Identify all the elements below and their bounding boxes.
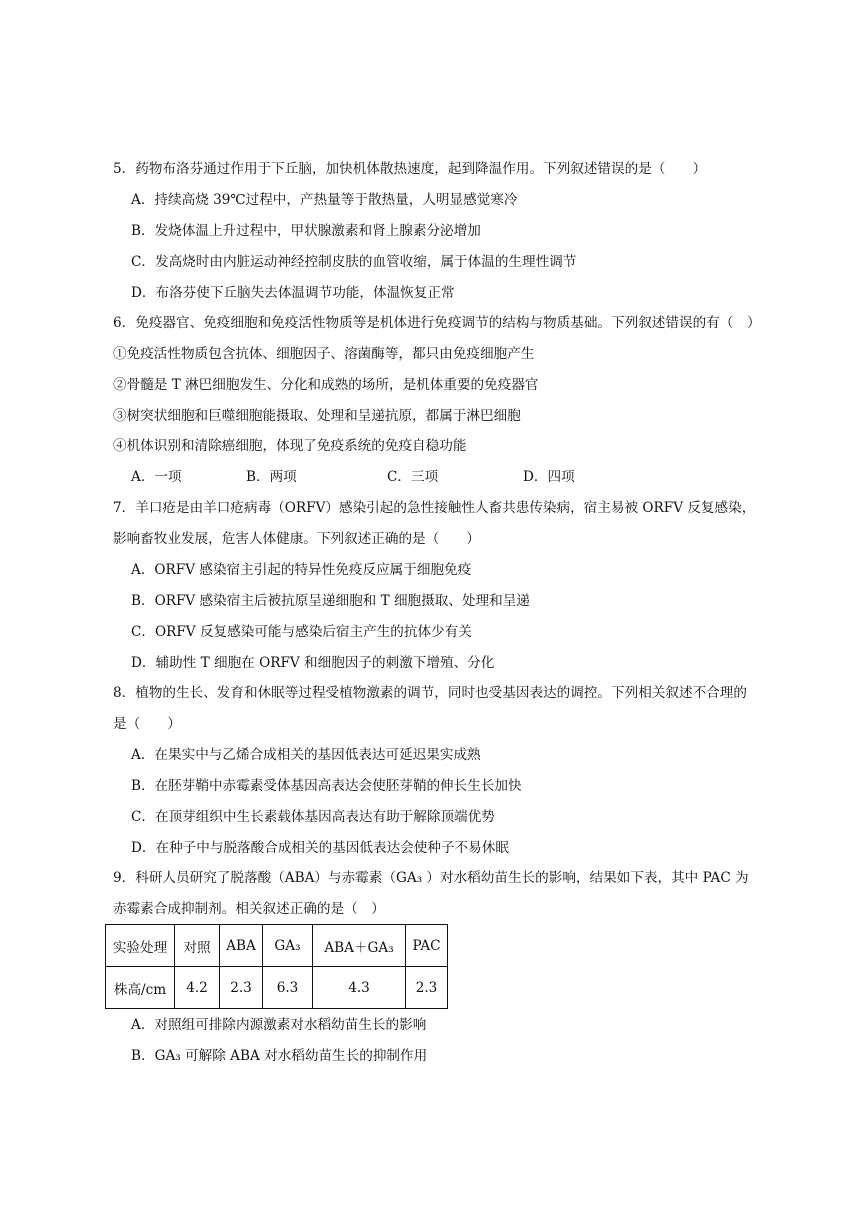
table-header-cell: PAC: [406, 925, 448, 967]
q6-statement-1: ①免疫活性物质包含抗体、细胞因子、溶菌酶等，都只由免疫细胞产生: [113, 346, 535, 362]
q7-option-b: B．ORFV 感染宿主后被抗原呈递细胞和 T 细胞摄取、处理和呈递: [131, 593, 530, 609]
q9-option-b: B．GA₃ 可解除 ABA 对水稻幼苗生长的抑制作用: [131, 1048, 428, 1064]
q8-option-d: D．在种子中与脱落酸合成相关的基因低表达会使种子不易休眠: [131, 840, 509, 856]
q6-options: [131, 468, 691, 486]
q9-option-a: A．对照组可排除内源激素对水稻幼苗生长的影响: [131, 1017, 427, 1033]
q6-option-b: B．两项: [246, 469, 297, 485]
table-header-cell: 实验处理: [106, 925, 175, 967]
q9-stem-line1: 9．科研人员研究了脱落酸（ABA）与赤霉素（GA₃ ）对水稻幼苗生长的影响，结果如下表，其中 PAC 为: [113, 870, 749, 886]
q6-option-c: C．三项: [387, 469, 439, 485]
table-header-cell: ABA＋GA₃: [313, 925, 406, 967]
q5-option-c: C．发高烧时由内脏运动神经控制皮肤的血管收缩，属于体温的生理性调节: [131, 254, 577, 270]
table-header-cell: GA₃: [263, 925, 313, 967]
table-header-cell: ABA: [220, 925, 263, 967]
table-cell: 4.2: [175, 967, 220, 1009]
q8-option-b: B．在胚芽鞘中赤霉素受体基因高表达会使胚芽鞘的伸长生长加快: [131, 778, 522, 794]
table-cell: 株高/cm: [106, 967, 175, 1009]
q9-results-table: [105, 924, 448, 1009]
q7-stem-line1: 7．羊口疮是由羊口疮病毒（ORFV）感染引起的急性接触性人畜共患传染病，宿主易被 ORFV 反复感染，: [113, 500, 756, 516]
q7-stem-line2: 影响畜牧业发展，危害人体健康。下列叙述正确的是（ ）: [113, 531, 481, 547]
q8-stem-line1: 8．植物的生长、发育和休眠等过程受植物激素的调节，同时也受基因表达的调控。下列相关叙述不合理的: [113, 685, 747, 701]
table-cell: 2.3: [406, 967, 448, 1009]
q6-option-a: A．一项: [131, 469, 182, 485]
q6-stem: 6．免疫器官、免疫细胞和免疫活性物质等是机体进行免疫调节的结构与物质基础。下列叙述错误的有（ ）: [113, 315, 761, 331]
q5-stem: 5．药物布洛芬通过作用于下丘脑，加快机体散热速度，起到降温作用。下列叙述错误的是（ ）: [113, 161, 707, 177]
q7-option-a: A．ORFV 感染宿主引起的特异性免疫反应属于细胞免疫: [131, 562, 472, 578]
q7-option-d: D．辅助性 T 细胞在 ORFV 和细胞因子的刺激下增殖、分化: [131, 655, 495, 671]
q9-stem-line2: 赤霉素合成抑制剂。相关叙述正确的是（ ）: [113, 901, 385, 917]
q6-statement-4: ④机体识别和清除癌细胞，体现了免疫系统的免疫自稳功能: [113, 438, 467, 454]
q5-option-d: D．布洛芬使下丘脑失去体温调节功能，体温恢复正常: [131, 285, 455, 301]
table-cell: 2.3: [220, 967, 263, 1009]
q8-option-c: C．在顶芽组织中生长素载体基因高表达有助于解除顶端优势: [131, 809, 495, 825]
q7-option-c: C．ORFV 反复感染可能与感染后宿主产生的抗体少有关: [131, 624, 472, 640]
q8-option-a: A．在果实中与乙烯合成相关的基因低表达可延迟果实成熟: [131, 747, 481, 763]
table-cell: 6.3: [263, 967, 313, 1009]
q6-statement-2: ②骨髓是 T 淋巴细胞发生、分化和成熟的场所，是机体重要的免疫器官: [113, 377, 539, 393]
q8-stem-line2: 是（ ）: [113, 716, 181, 732]
q5-option-a: A．持续高烧 39℃过程中，产热量等于散热量，人明显感觉寒冷: [131, 192, 518, 208]
q5-option-b: B．发烧体温上升过程中，甲状腺激素和肾上腺素分泌增加: [131, 223, 481, 239]
table-header-cell: 对照: [175, 925, 220, 967]
table-row: [106, 967, 448, 1009]
q6-option-d: D．四项: [523, 469, 575, 485]
q6-statement-3: ③树突状细胞和巨噬细胞能摄取、处理和呈递抗原，都属于淋巴细胞: [113, 408, 521, 424]
table-header-row: [106, 925, 448, 967]
table-cell: 4.3: [313, 967, 406, 1009]
